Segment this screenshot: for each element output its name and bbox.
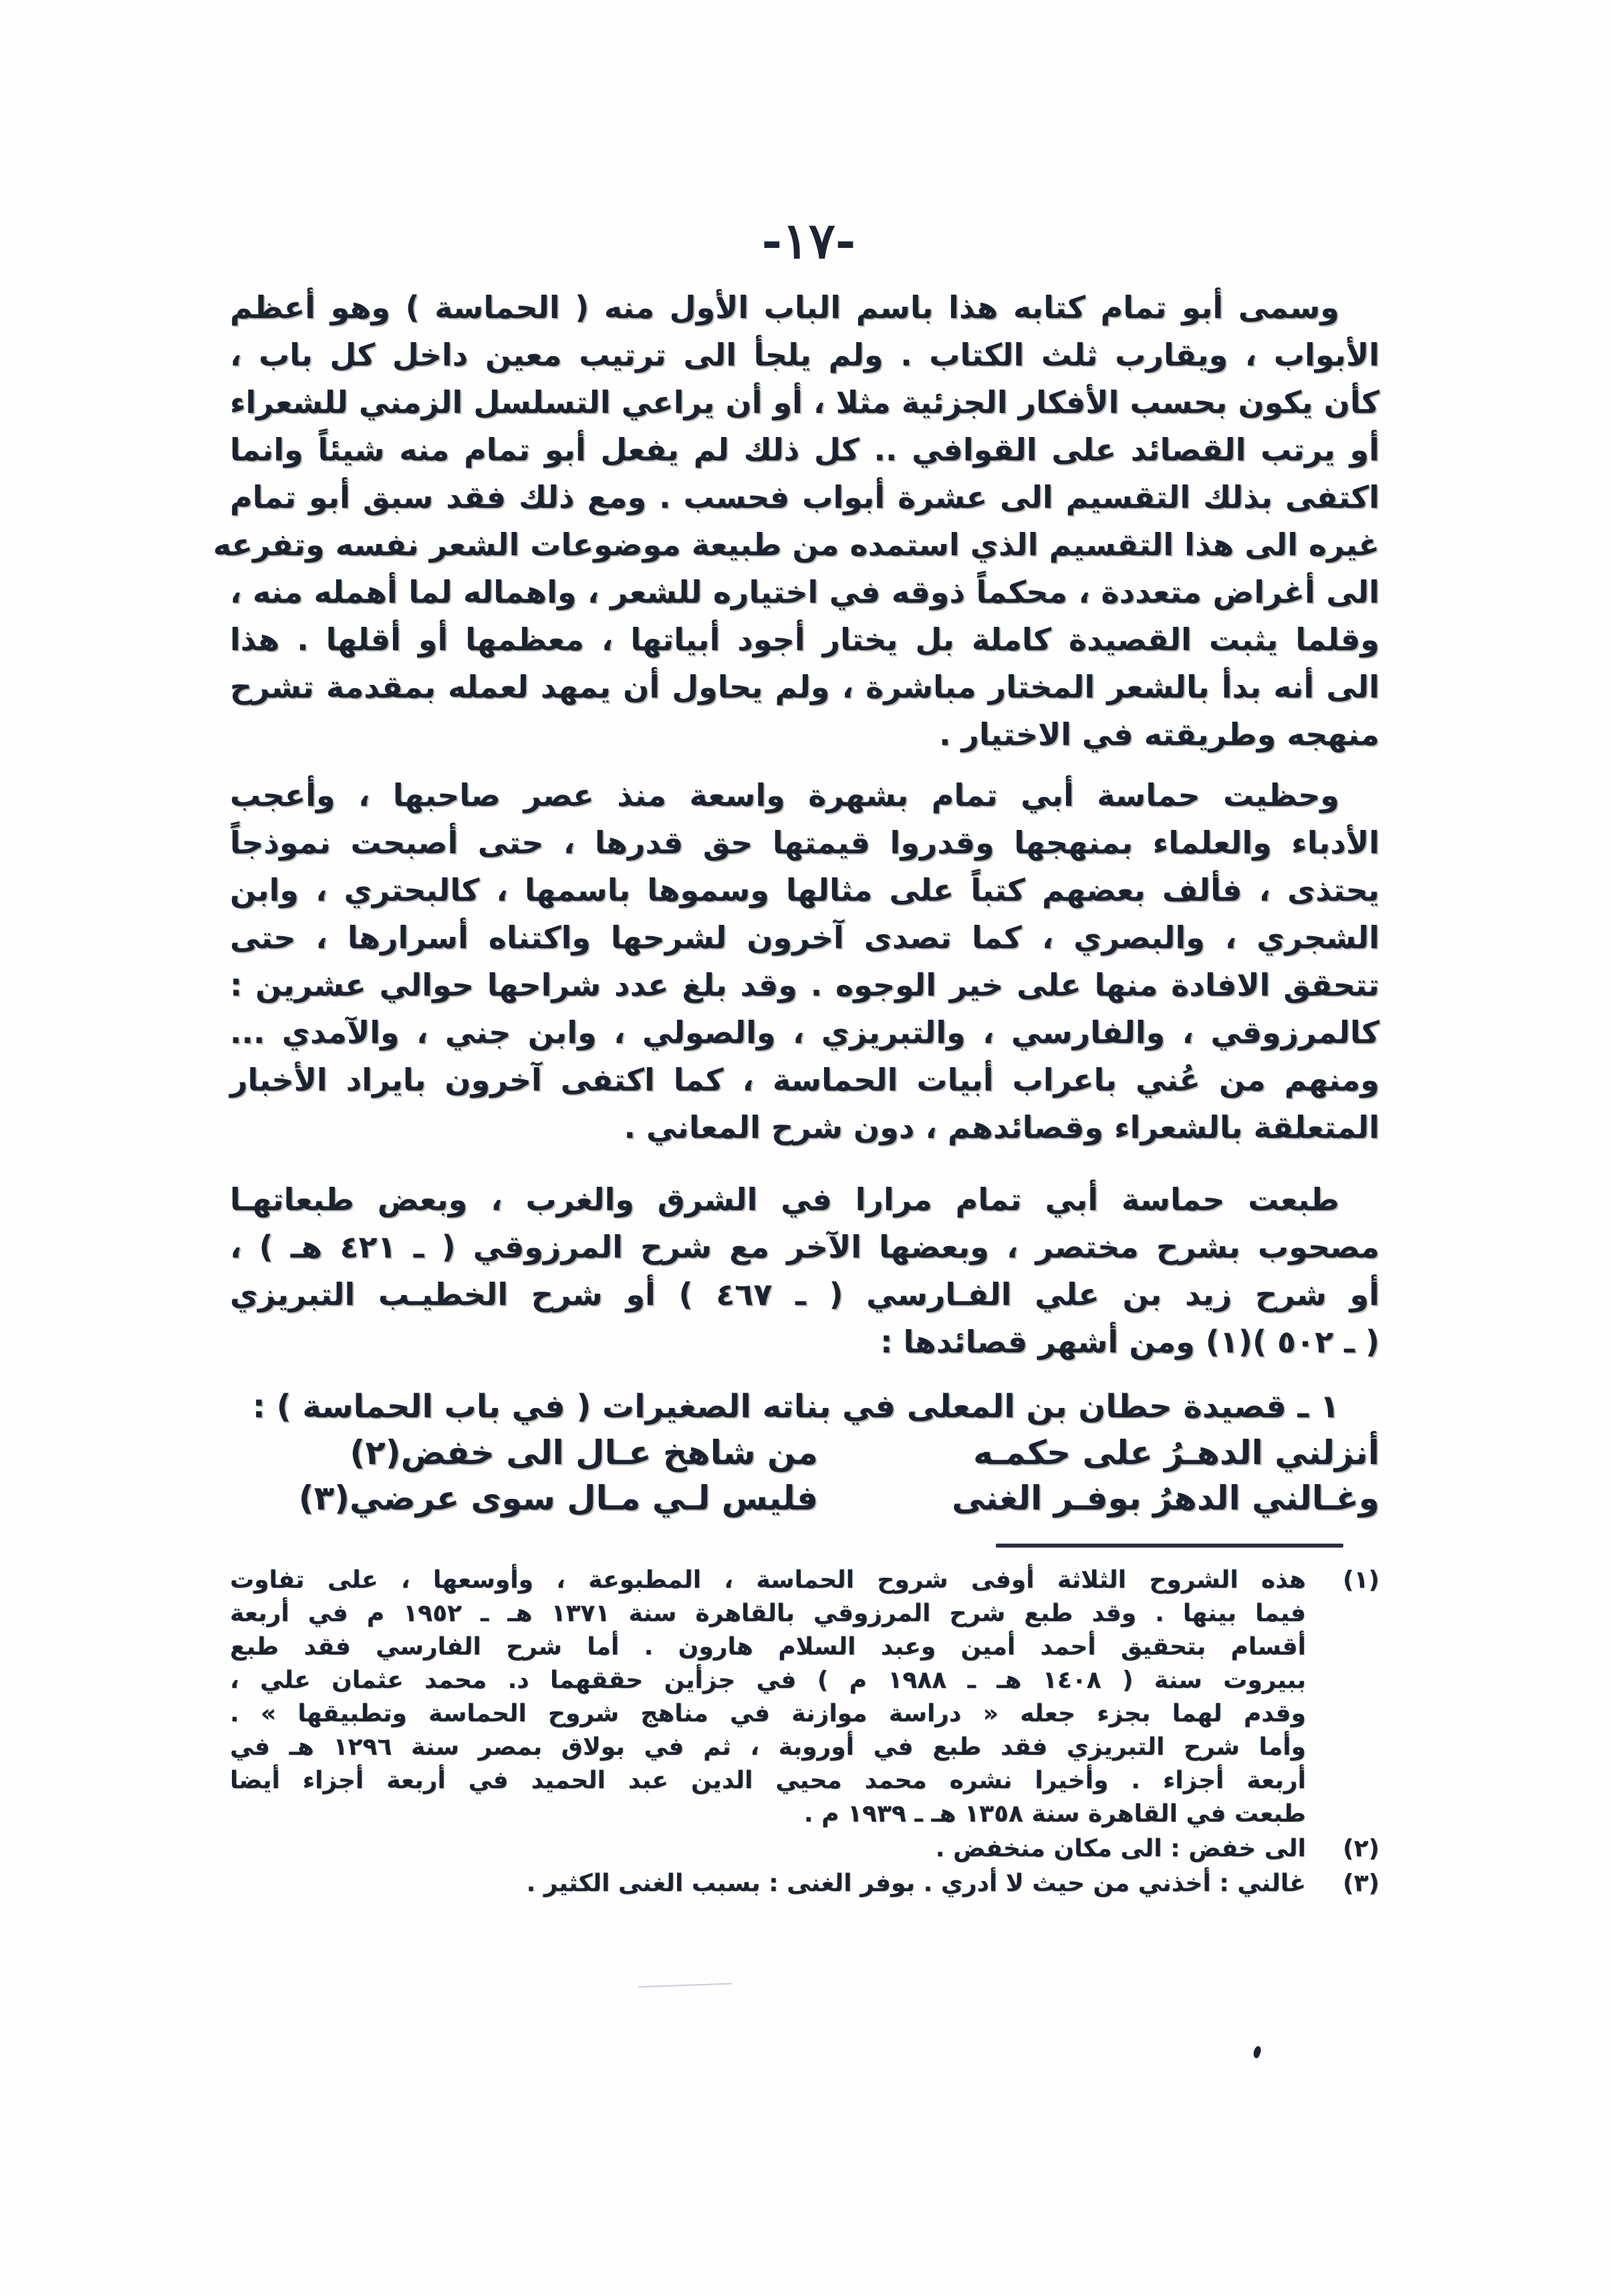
paragraph-line: يحتذى ، فألف بعضهم كتباً على مثالها وسموها باسمها ، كالبحتري ، وابن (230, 872, 1379, 908)
paragraph-line: طبعت حماسة أبي تمام مرارا في الشرق والغرب ، وبعض طبعاتهـا (230, 1181, 1339, 1217)
poem-verse (230, 1475, 1379, 1521)
footnote-line: أربعة أجزاء . وأخيرا نشره محمد محيي الدين عبد الحميد في أربعة أجزاء أيضا (230, 1767, 1306, 1794)
footnote-divider (996, 1544, 1343, 1548)
verse-first-hemistich: أنزلني الدهـرُ على حكمـه (973, 1433, 1379, 1472)
scan-artifact-dot (1252, 2045, 1262, 2059)
poem-verse (230, 1430, 1379, 1475)
page-number: -١٧- (761, 212, 856, 270)
footnote-line: غالني : أخذني من حيث لا أدري . بوفر الغنى : بسبب الغنى الكثير . (526, 1870, 1306, 1897)
verse-second-hemistich: من شاهخ عـال الى خفض(٢) (350, 1433, 818, 1472)
footnote-marker: (٢) (1343, 1835, 1379, 1862)
paragraph-3 (230, 1176, 1379, 1366)
paragraph-1 (213, 284, 1379, 758)
verse-second-hemistich: فليس لـي مـال سوى عرضي(٣) (298, 1479, 818, 1518)
paragraph-2 (230, 772, 1379, 1151)
paragraph-line: أو شرح زيد بن علي الفـارسي ( ـ ٤٦٧ ) أو شرح الخطيـب التبريزي (230, 1276, 1380, 1312)
footnote-line: وقدم لهما بجزء جعله « دراسة موازنة في مناهج شروح الحماسة وتطبيقها » . (230, 1700, 1306, 1727)
footnote-line: ببيروت سنة ( ١٤٠٨ هـ ـ ١٩٨٨ م ) في جزأين حققهما د. محمد عثمان علي ، (230, 1667, 1307, 1694)
footnote-line: هذه الشروح الثلاثة أوفى شروح الحماسة ، المطبوعة ، وأوسعها ، على تفاوت (230, 1566, 1306, 1594)
paragraph-line: كالمرزوقي ، والفارسي ، والتبريزي ، والصولي ، وابن جني ، والآمدي ... (230, 1014, 1379, 1050)
footnote-1 (230, 1564, 1379, 1831)
paragraph-line: اكتفى بذلك التقسيم الى عشرة أبواب فحسب . ومع ذلك فقد سبق أبو تمام (230, 479, 1379, 515)
paragraph-line: وحظيت حماسة أبي تمام بشهرة واسعة منذ عصر صاحبها ، وأعجب (230, 777, 1339, 813)
paragraph-line: منهجه وطريقته في الاختيار . (939, 716, 1379, 752)
paragraph-line: الى أنه بدأ بالشعر المختار مباشرة ، ولم يحاول أن يمهد لعمله بمقدمة تشرح (230, 669, 1379, 705)
paragraph-line: الأدباء والعلماء بمنهجها وقدروا قيمتها حق قدرها ، حتى أصبحت نموذجاً (230, 825, 1379, 861)
poem-title: ١ ـ قصيدة حطان بن المعلى في بناته الصغيرات ( في باب الحماسة ) : (252, 1388, 1339, 1425)
footnote-marker: (٣) (1343, 1870, 1379, 1897)
paragraph-line: غيره الى هذا التقسيم الذي استمده من طبيعة موضوعات الشعر نفسه وتفرعه (213, 527, 1379, 563)
paragraph-line: وقلما يثبت القصيدة كاملة بل يختار أجود أبياتها ، معظمها أو أقلها . هذا (230, 621, 1379, 658)
poem (230, 1430, 1379, 1521)
paragraph-line: مصحوب بشرح مختصر ، وبعضها الآخر مع شرح المرزوقي ( ـ ٤٢١ هـ ) ، (230, 1229, 1379, 1265)
paragraph-line: وسمى أبو تمام كتابه هذا باسم الباب الأول منه ( الحماسة ) وهو أعظم (230, 289, 1339, 325)
footnote-body (230, 1832, 1306, 1866)
paragraph-line: الشجري ، والبصري ، كما تصدى آخرون لشرحها واكتناه أسرارها ، حتى (230, 919, 1379, 956)
footnote-line: فيما بينها . وقد طبع شرح المرزوقي بالقاهرة سنة ١٣٧١ هـ ـ ١٩٥٢ م في أربعة (230, 1600, 1306, 1627)
footnotes (230, 1564, 1379, 1902)
footnote-marker: (١) (1343, 1566, 1379, 1594)
paragraph-line: تتحقق الافادة منها على خير الوجوه . وقد بلغ عدد شراحها حوالي عشرين : (230, 967, 1379, 1003)
paragraph-line: المتعلقة بالشعراء وقصائدهم ، دون شرح المعاني . (624, 1109, 1379, 1145)
footnote-body (230, 1564, 1306, 1831)
footnote-line: أقسام بتحقيق أحمد أمين وعبد السلام هارون . أما شرح الفارسي فقد طبع (230, 1633, 1306, 1661)
verse-first-hemistich: وغـالني الدهرُ بوفـر الغنى (952, 1479, 1379, 1518)
footnote-body (230, 1867, 1306, 1900)
paragraph-line: كأن يكون بحسب الأفكار الجزئية مثلا ، أو أن يراعي التسلسل الزمني للشعراء (230, 384, 1379, 420)
paragraph-line: أو يرتب القصائد على القوافي .. كل ذلك لم يفعل أبو تمام منه شيئاً وانما (230, 432, 1379, 468)
footnote-2 (230, 1832, 1379, 1866)
paragraph-line: ومنهم من عُني باعراب أبيات الحماسة ، كما اكتفى آخرون بايراد الأخبار (230, 1062, 1379, 1098)
footnote-line: طبعت في القاهرة سنة ١٣٥٨ هـ ـ ١٩٣٩ م . (803, 1800, 1306, 1828)
paragraph-line: ( ـ ٥٠٢ )(١) ومن أشهر قصائدها : (880, 1324, 1379, 1360)
footnote-3 (230, 1867, 1379, 1900)
footnote-line: الى خفض : الى مكان منخفض . (935, 1835, 1306, 1862)
paragraph-line: الى أغراض متعددة ، محكماً ذوقه في اختياره للشعر ، واهماله لما أهمله منه ، (230, 574, 1379, 610)
paragraph-line: الأبواب ، ويقارب ثلث الكتاب . ولم يلجأ الى ترتيب معين داخل كل باب ، (230, 337, 1379, 373)
scan-artifact-line (638, 1983, 732, 1988)
footnote-line: وأما شرح التبريزي فقد طبع في أوروبة ، ثم في بولاق بمصر سنة ١٢٩٦ هـ في (230, 1733, 1307, 1761)
